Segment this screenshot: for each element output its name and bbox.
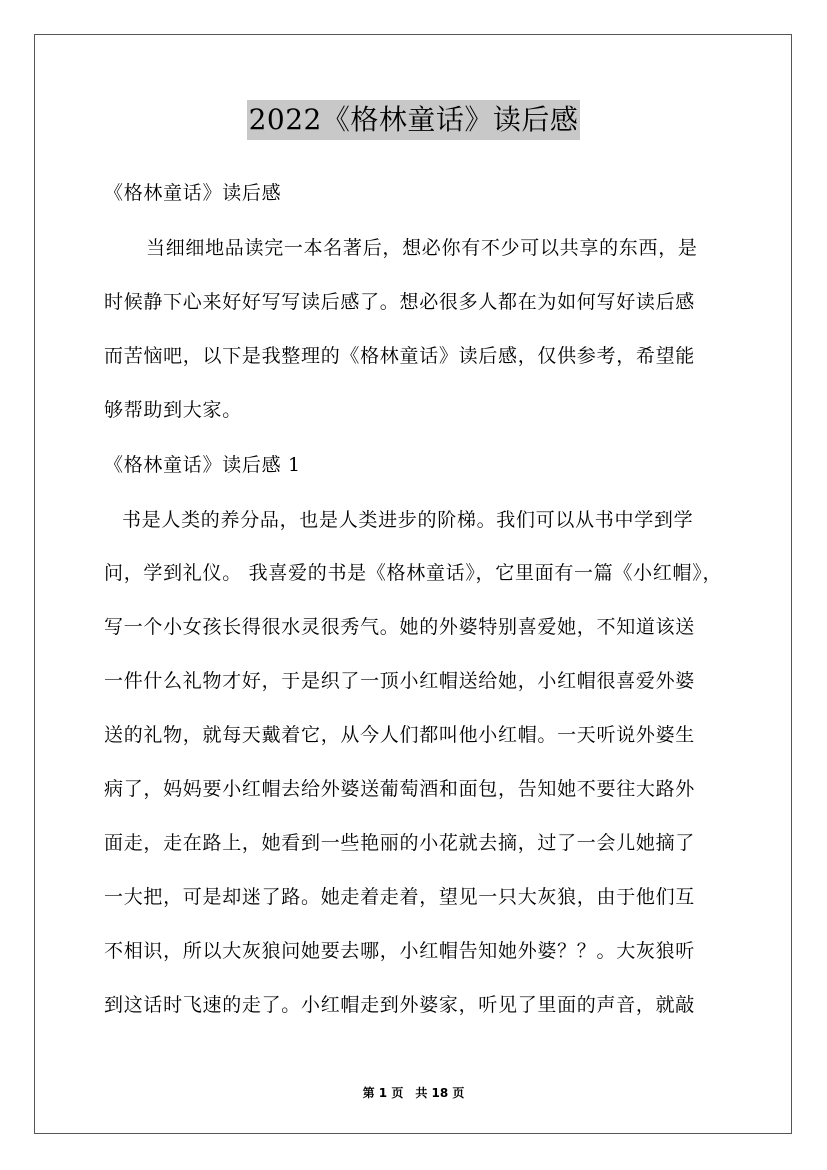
body-line-5: 送的礼物，就每天戴着它，从今人们都叫他小红帽。一天听说外婆生	[104, 724, 696, 746]
body-line-4: 一件什么礼物才好，于是织了一顶小红帽送给她，小红帽很喜爱外婆	[104, 670, 696, 692]
title-container	[0, 100, 827, 140]
intro-line-2: 时候静下心来好好写写读后感了。想必很多人都在为如何写好读后感	[104, 291, 696, 313]
body-line-9: 不相识，所以大灰狼问她要去哪，小红帽告知她外婆？？。大灰狼听	[104, 940, 696, 962]
body-line-6: 病了，妈妈要小红帽去给外婆送葡萄酒和面包，告知她不要往大路外	[104, 778, 696, 800]
body-line-3: 写一个小女孩长得很水灵很秀气。她的外婆特别喜爱她，不知道该送	[104, 616, 696, 638]
body-line-1: 书是人类的养分品，也是人类进步的阶梯。我们可以从书中学到学	[122, 509, 694, 531]
body-line-2: 问，学到礼仪。 我喜爱的书是《格林童话》，它里面有一篇《小红帽》，	[104, 562, 723, 584]
page-footer: 第 1 页 共 18 页	[362, 1086, 465, 1100]
body-line-7: 面走，走在路上，她看到一些艳丽的小花就去摘，过了一会儿她摘了	[104, 832, 696, 854]
body-line-10: 到这话时飞速的走了。小红帽走到外婆家，听见了里面的声音，就敲	[104, 994, 696, 1016]
intro-line-4: 够帮助到大家。	[104, 399, 242, 421]
body-line-8: 一大把，可是却迷了路。她走着走着，望见一只大灰狼，由于他们互	[104, 886, 696, 908]
section-heading: 《格林童话》读后感 1	[104, 454, 301, 476]
subtitle: 《格林童话》读后感	[104, 182, 282, 204]
intro-line-1: 当细细地品读完一本名著后，想必你有不少可以共享的东西，是	[146, 237, 698, 259]
intro-line-3: 而苦恼吧，以下是我整理的《格林童话》读后感，仅供参考，希望能	[104, 345, 696, 367]
document-title: 2022《格林童话》读后感	[247, 100, 581, 140]
